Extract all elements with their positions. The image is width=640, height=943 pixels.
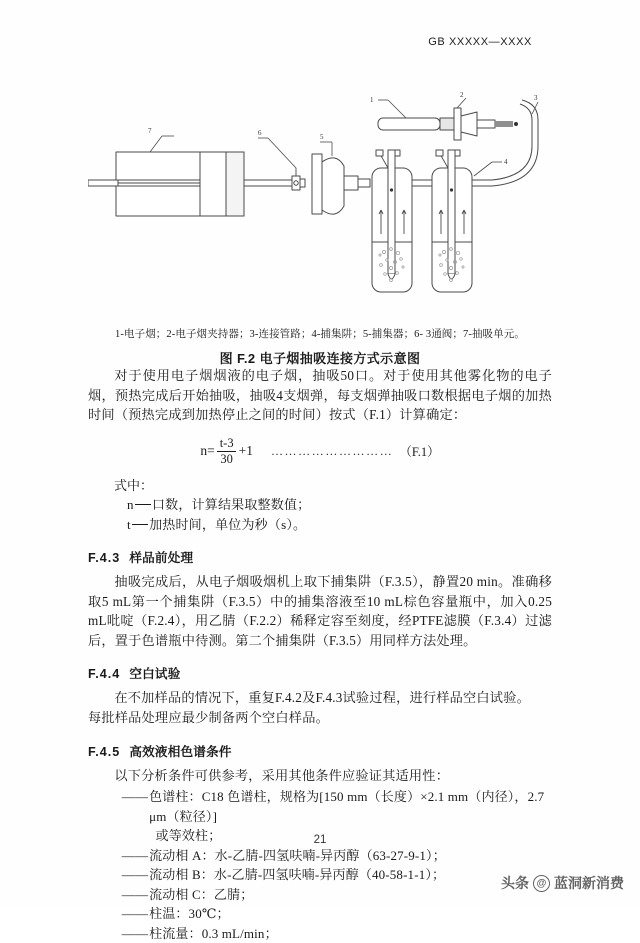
intro-paragraph: 对于使用电子烟烟液的电子烟，抽吸50口。对于使用其他雾化物的电子烟，预热完成后开始抽吸，抽吸4支烟弹，每支烟弹抽吸口数根据电子烟的加热时间（预热完成到加热停止之间的时间）按式（F.1）计算确定： xyxy=(88,368,552,423)
section-f44-paragraph-1: 在不加样品的情况下，重复F.4.2及F.4.3试验过程，进行样品空白试验。 xyxy=(114,690,530,706)
svg-text:4: 4 xyxy=(504,158,508,166)
formula-fraction xyxy=(217,437,237,466)
formula-f1-row xyxy=(88,437,552,466)
smoking-machine-diagram xyxy=(88,92,552,320)
formula-plus-term: +1 xyxy=(238,443,253,459)
standard-code-header: GB XXXXX—XXXX xyxy=(428,36,532,48)
svg-text:6: 6 xyxy=(258,129,262,137)
list-item-continuation: 或等效柱； xyxy=(155,828,222,844)
page-number: 21 xyxy=(313,834,327,846)
svg-text:3: 3 xyxy=(534,94,538,102)
list-item-text: 色谱柱：C18 色谱柱，规格为[150 mm（长度）×2.1 mm（内径），2.7 μm（粒径）] xyxy=(149,789,545,824)
watermark-prefix: 头条 xyxy=(501,875,529,891)
definition-dash xyxy=(132,524,148,525)
list-item-text: 流动相 C：乙腈； xyxy=(149,886,254,902)
chromatography-conditions-list xyxy=(88,787,552,943)
definition-symbol-n: n xyxy=(127,497,134,513)
figure-title: 图 F.2 电子烟抽吸连接方式示意图 xyxy=(219,351,421,366)
where-label: 式中： xyxy=(114,477,154,493)
definition-dash xyxy=(135,504,151,505)
section-number: F.4.4 xyxy=(88,667,121,682)
section-title: 样品前处理 xyxy=(129,551,194,566)
list-item-text: 流动相 A：水-乙腈-四氢呋喃-异丙醇（63-27-9-1）； xyxy=(149,847,446,863)
section-title: 空白试验 xyxy=(129,667,181,682)
list-item xyxy=(122,904,552,924)
document-content xyxy=(88,366,552,943)
formula-number: （F.1） xyxy=(399,445,440,460)
svg-text:2: 2 xyxy=(460,92,464,99)
list-item-text: 柱温：30℃； xyxy=(149,906,230,922)
section-heading-f43 xyxy=(88,547,552,566)
section-heading-f44 xyxy=(88,663,552,682)
formula-numerator: t-3 xyxy=(219,435,234,450)
list-dash: —— xyxy=(121,906,149,922)
definition-text-t: 加热时间，单位为秒（s）。 xyxy=(149,516,307,532)
watermark xyxy=(501,873,624,893)
list-dash: —— xyxy=(121,847,149,863)
list-dash: —— xyxy=(121,789,149,805)
definition-t xyxy=(127,515,552,535)
section-f43-paragraph: 抽吸完成后，从电子烟吸烟机上取下捕集阱（F.3.5），静置20 min。准确移取5 mL第一个捕集阱（F.3.5）中的捕集溶液至10 mL棕色容量瓶中，加入0.25 mL吡啶（F.2.4），用乙腈（F.2.2）稀释定容至刻度，经PTFE滤膜（F.3.4）过滤后，置于色谱瓶中待测。第二个捕集阱（F.3.5）用同样方法处理。 xyxy=(88,574,552,648)
section-title: 高效液相色谱条件 xyxy=(129,744,232,759)
definition-symbol-t: t xyxy=(127,516,131,532)
formula-where-block xyxy=(88,476,552,535)
list-item xyxy=(122,865,552,885)
list-item-text: 流动相 B：水-乙腈-四氢呋喃-异丙醇（40-58-1-1）； xyxy=(149,867,446,883)
list-dash: —— xyxy=(121,867,149,883)
section-number: F.4.5 xyxy=(88,744,121,759)
list-dash: —— xyxy=(121,886,149,902)
section-heading-f45 xyxy=(88,741,552,760)
definition-text-n: 口数，计算结果取整数值； xyxy=(151,497,311,513)
section-f45-paragraph: 以下分析条件可供参考，采用其他条件应验证其适用性： xyxy=(114,767,450,783)
svg-text:7: 7 xyxy=(148,127,152,135)
svg-text:5: 5 xyxy=(320,133,324,141)
list-item xyxy=(122,924,552,943)
list-item xyxy=(122,885,552,905)
section-number: F.4.3 xyxy=(88,551,121,566)
formula-leader-dots: ……………………… xyxy=(270,443,394,458)
list-dash: —— xyxy=(121,925,149,941)
formula-denominator: 30 xyxy=(217,451,236,466)
figure-legend: 1-电子烟；2-电子烟夹持器；3-连接管路；4-捕集阱；5-捕集器；6- 3通阀；7-抽吸单元。 xyxy=(115,329,525,340)
svg-text:1: 1 xyxy=(370,96,374,104)
figure-f2-block xyxy=(88,92,552,367)
definition-n xyxy=(127,495,552,515)
at-sign-icon: @ xyxy=(533,875,550,892)
section-f44-paragraph-2: 每批样品处理应最少制备两个空白样品。 xyxy=(88,710,329,725)
list-item-text: 柱流量：0.3 mL/min； xyxy=(149,925,278,941)
formula-f1 xyxy=(200,437,253,466)
formula-lhs: n= xyxy=(200,443,215,459)
list-item xyxy=(122,846,552,866)
watermark-name: 蓝洞新消费 xyxy=(554,875,624,891)
